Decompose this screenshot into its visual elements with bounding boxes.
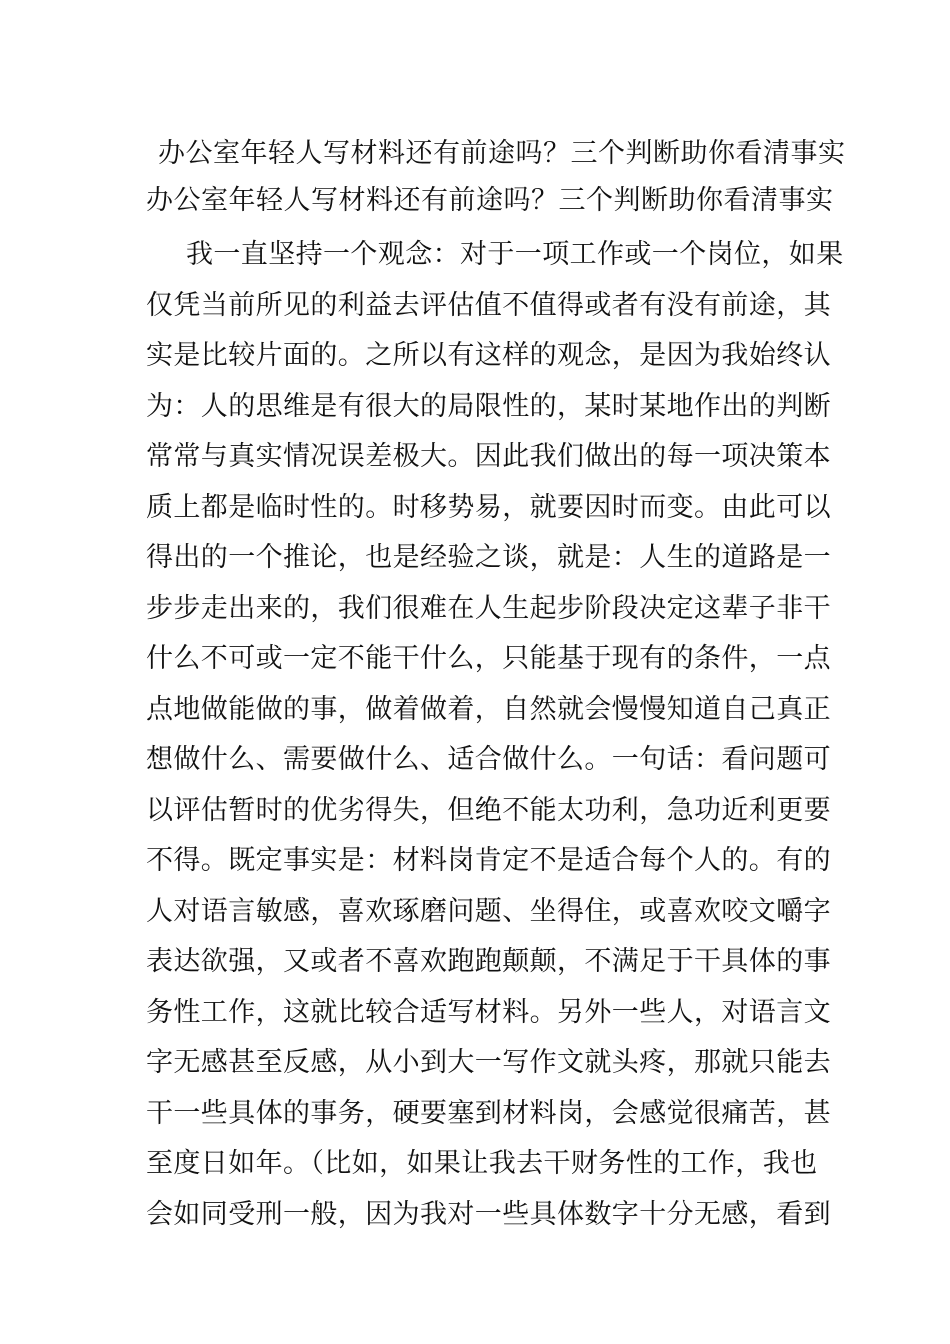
paragraph-line: 我一直坚持一个观念：对于一项工作或一个岗位，如果: [186, 239, 844, 270]
paragraph-line: 为：人的思维是有很大的局限性的，某时某地作出的判断: [146, 390, 831, 422]
paragraph-line: 人对语言敏感，喜欢琢磨问题、坐得住，或喜欢咬文嚼字: [146, 895, 831, 927]
paragraph-line: 表达欲强，又或者不喜欢跑跑颠颠，不满足于干具体的事: [146, 946, 831, 977]
paragraph-line: 务性工作，这就比较合适写材料。另外一些人，对语言文: [146, 996, 831, 1028]
paragraph-line: 实是比较片面的。之所以有这样的观念，是因为我始终认: [146, 340, 831, 371]
body-paragraph: [146, 230, 844, 1240]
paragraph-line: 会如同受刑一般，因为我对一些具体数字十分无感，看到: [146, 1198, 831, 1230]
paragraph-line: 仅凭当前所见的利益去评估值不值得或者有没有前途，其: [146, 289, 831, 321]
paragraph-line: 点地做能做的事，做着做着，自然就会慢慢知道自己真正: [146, 693, 831, 725]
paragraph-line: 以评估暂时的优劣得失，但绝不能太功利，急功近利更要: [146, 794, 831, 826]
document-title: 办公室年轻人写材料还有前途吗？三个判断助你看清事实: [158, 138, 846, 169]
paragraph-line: 得出的一个推论，也是经验之谈，就是：人生的道路是一: [146, 542, 831, 573]
paragraph-line: 字无感甚至反感，从小到大一写作文就头疼，那就只能去: [146, 1047, 831, 1078]
paragraph-line: 想做什么、需要做什么、适合做什么。一句话：看问题可: [146, 744, 831, 775]
paragraph-line: 至度日如年。（比如，如果让我去干财务性的工作，我也: [146, 1148, 818, 1179]
paragraph-line: 质上都是临时性的。时移势易，就要因时而变。由此可以: [146, 491, 831, 523]
paragraph-line: 不得。既定事实是：材料岗肯定不是适合每个人的。有的: [146, 845, 831, 876]
paragraph-line: 什么不可或一定不能干什么，只能基于现有的条件，一点: [146, 643, 831, 674]
document-title-repeat: 办公室年轻人写材料还有前途吗？三个判断助你看清事实: [146, 185, 834, 216]
paragraph-line: 常常与真实情况误差极大。因此我们做出的每一项决策本: [146, 441, 831, 472]
paragraph-line: 步步走出来的，我们很难在人生起步阶段决定这辈子非干: [146, 592, 831, 624]
paragraph-line: 干一些具体的事务，硬要塞到材料岗，会感觉很痛苦，甚: [146, 1097, 831, 1129]
